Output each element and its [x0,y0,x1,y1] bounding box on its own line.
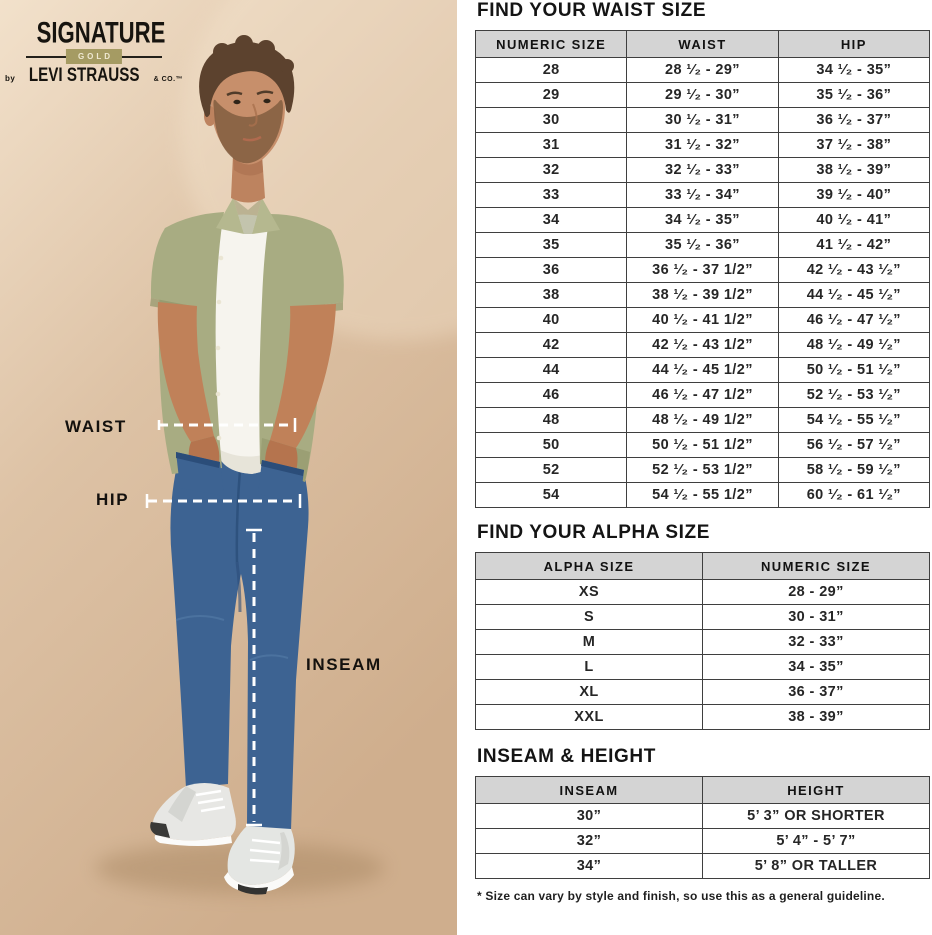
table-row [476,630,930,655]
table-row [476,58,930,83]
table-cell: 32 - 33” [703,630,930,655]
table-cell: 54 ¹⁄₂ - 55 1/2” [627,483,778,508]
table-cell: 28 ¹⁄₂ - 29” [627,58,778,83]
size-panel [475,0,932,935]
table-cell: 40 ¹⁄₂ - 41” [778,208,929,233]
table-row [476,483,930,508]
alpha-size-table [475,552,930,730]
table-cell: S [476,605,703,630]
table-cell: 33 ¹⁄₂ - 34” [627,183,778,208]
table-row [476,458,930,483]
table-row [476,680,930,705]
brand-band [24,49,164,64]
table-cell: 39 ¹⁄₂ - 40” [778,183,929,208]
table-cell: 5’ 3” OR SHORTER [703,804,930,829]
table-cell: 41 ¹⁄₂ - 42” [778,233,929,258]
table-row [476,705,930,730]
table-row [476,258,930,283]
table-row [476,655,930,680]
table-cell: 30 [476,108,627,133]
table-cell: 50 ¹⁄₂ - 51 1/2” [627,433,778,458]
table-cell: L [476,655,703,680]
inseam-height-table [475,776,930,879]
table-cell: 32” [476,829,703,854]
table-cell: 35 [476,233,627,258]
table-row [476,358,930,383]
table-row [476,383,930,408]
table-cell: 30 - 31” [703,605,930,630]
table-row [476,133,930,158]
table-cell: 52 ¹⁄₂ - 53 1/2” [627,458,778,483]
table-cell: 38 [476,283,627,308]
table-cell: 34 ¹⁄₂ - 35” [778,58,929,83]
table-cell: 48 ¹⁄₂ - 49 ¹⁄₂” [778,333,929,358]
table-cell: 32 ¹⁄₂ - 33” [627,158,778,183]
table-cell: 42 [476,333,627,358]
table-cell: 40 ¹⁄₂ - 41 1/2” [627,308,778,333]
footnote: * Size can vary by style and finish, so use this as a general guideline. [477,889,885,903]
column-header: WAIST [627,31,778,58]
table-cell: 46 ¹⁄₂ - 47 ¹⁄₂” [778,308,929,333]
table-cell: 52 [476,458,627,483]
table-cell: 36 [476,258,627,283]
table-cell: 35 ¹⁄₂ - 36” [778,83,929,108]
table-cell: 44 ¹⁄₂ - 45 1/2” [627,358,778,383]
table-row [476,208,930,233]
brand-by: by [4,74,16,83]
table-cell: 44 [476,358,627,383]
table-cell: 52 ¹⁄₂ - 53 ¹⁄₂” [778,383,929,408]
table-row [476,233,930,258]
table-row [476,433,930,458]
table-row [476,283,930,308]
table-row [476,605,930,630]
gold-badge: GOLD [66,49,122,64]
table-row [476,829,930,854]
brand-logo [4,16,184,86]
table-cell: 5’ 4” - 5’ 7” [703,829,930,854]
table-row [476,804,930,829]
brand-co: & CO.™ [153,76,184,83]
table-cell: 58 ¹⁄₂ - 59 ¹⁄₂” [778,458,929,483]
table-cell: 28 - 29” [703,580,930,605]
column-header: NUMERIC SIZE [703,553,930,580]
hip-label: HIP [96,490,130,509]
column-header: HEIGHT [703,777,930,804]
brand-signature: SIGNATURE [36,16,166,50]
model-photo [0,0,457,935]
table-cell: 38 - 39” [703,705,930,730]
brand-company: LEVI STRAUSS [29,65,140,86]
table-cell: 29 [476,83,627,108]
table-cell: 36 - 37” [703,680,930,705]
table-cell: 31 [476,133,627,158]
table-cell: XXL [476,705,703,730]
table-cell: 40 [476,308,627,333]
table-header-row [476,31,930,58]
inseam-section-title: INSEAM & HEIGHT [477,746,656,767]
table-cell: 34 - 35” [703,655,930,680]
table-row [476,183,930,208]
table-cell: 46 [476,383,627,408]
table-cell: 34 ¹⁄₂ - 35” [627,208,778,233]
table-cell: 33 [476,183,627,208]
table-cell: 56 ¹⁄₂ - 57 ¹⁄₂” [778,433,929,458]
table-row [476,158,930,183]
table-cell: XS [476,580,703,605]
table-cell: 38 ¹⁄₂ - 39 1/2” [627,283,778,308]
column-header: INSEAM [476,777,703,804]
table-cell: 30 ¹⁄₂ - 31” [627,108,778,133]
table-row [476,854,930,879]
table-cell: 42 ¹⁄₂ - 43 1/2” [627,333,778,358]
table-cell: 54 [476,483,627,508]
table-cell: 34” [476,854,703,879]
table-cell: 32 [476,158,627,183]
model-illustration [0,0,457,935]
table-cell: 50 [476,433,627,458]
table-cell: 60 ¹⁄₂ - 61 ¹⁄₂” [778,483,929,508]
table-cell: 30” [476,804,703,829]
alpha-section-title: FIND YOUR ALPHA SIZE [477,522,710,543]
table-cell: XL [476,680,703,705]
waist-size-table [475,30,930,508]
table-header-row [476,777,930,804]
table-cell: 38 ¹⁄₂ - 39” [778,158,929,183]
table-cell: M [476,630,703,655]
table-cell: 46 ¹⁄₂ - 47 1/2” [627,383,778,408]
table-row [476,333,930,358]
table-row [476,408,930,433]
inseam-label: INSEAM [306,655,382,674]
column-header: HIP [778,31,929,58]
table-row [476,308,930,333]
table-row [476,108,930,133]
table-cell: 50 ¹⁄₂ - 51 ¹⁄₂” [778,358,929,383]
table-cell: 28 [476,58,627,83]
waist-label: WAIST [65,417,127,436]
table-cell: 48 ¹⁄₂ - 49 1/2” [627,408,778,433]
table-row [476,580,930,605]
column-header: NUMERIC SIZE [476,31,627,58]
table-cell: 54 ¹⁄₂ - 55 ¹⁄₂” [778,408,929,433]
table-cell: 48 [476,408,627,433]
table-cell: 31 ¹⁄₂ - 32” [627,133,778,158]
table-cell: 37 ¹⁄₂ - 38” [778,133,929,158]
table-cell: 36 ¹⁄₂ - 37” [778,108,929,133]
table-header-row [476,553,930,580]
table-row [476,83,930,108]
waist-section-title: FIND YOUR WAIST SIZE [477,0,707,21]
column-header: ALPHA SIZE [476,553,703,580]
table-cell: 36 ¹⁄₂ - 37 1/2” [627,258,778,283]
table-cell: 35 ¹⁄₂ - 36” [627,233,778,258]
table-cell: 5’ 8” OR TALLER [703,854,930,879]
table-cell: 44 ¹⁄₂ - 45 ¹⁄₂” [778,283,929,308]
table-cell: 29 ¹⁄₂ - 30” [627,83,778,108]
table-cell: 42 ¹⁄₂ - 43 ¹⁄₂” [778,258,929,283]
table-cell: 34 [476,208,627,233]
